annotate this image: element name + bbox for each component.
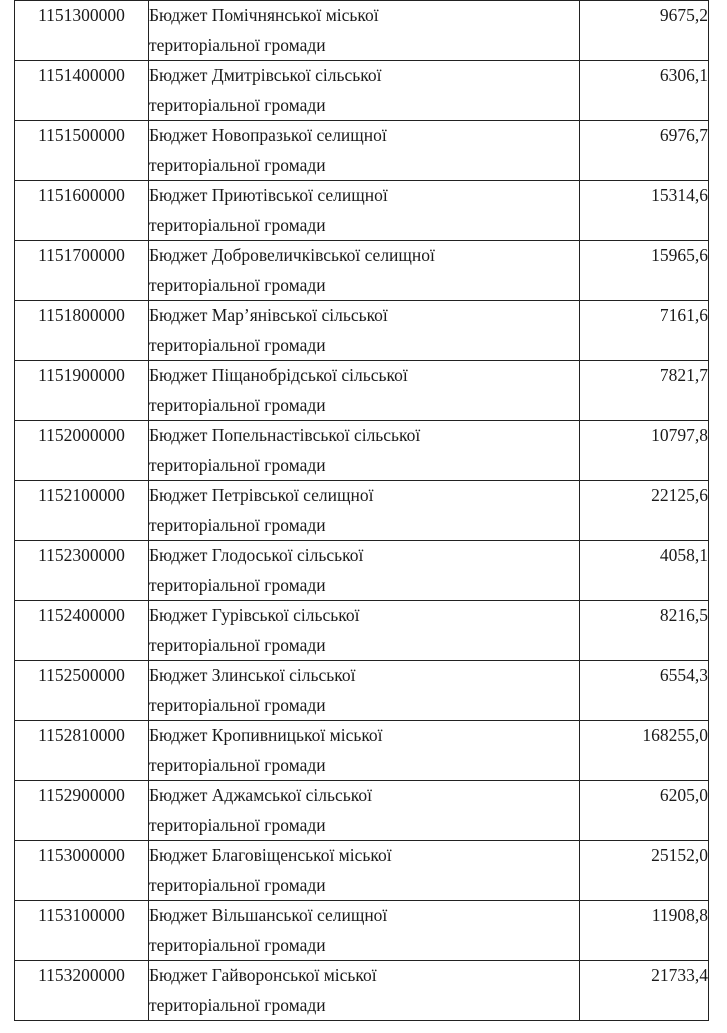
budget-code: 1151600000	[15, 181, 149, 241]
budget-name-line: територіальної громади	[149, 994, 326, 1015]
budget-code: 1151300000	[15, 1, 149, 61]
budget-code: 1151900000	[15, 361, 149, 421]
budget-name	[149, 301, 580, 361]
budget-name-line: територіальної громади	[149, 34, 326, 55]
budget-name	[149, 661, 580, 721]
budget-name-line: територіальної громади	[149, 94, 326, 115]
budget-name-line: Бюджет Кропивницької міської	[149, 725, 383, 745]
budget-code: 1151500000	[15, 121, 149, 181]
budget-name-line: територіальної громади	[149, 574, 326, 595]
table-row	[15, 721, 709, 781]
budget-name	[149, 721, 580, 781]
budget-name	[149, 1, 580, 61]
budget-amount: 15965,6	[580, 241, 709, 301]
budget-name	[149, 601, 580, 661]
budget-amount: 21733,4	[580, 961, 709, 1021]
budget-amount: 15314,6	[580, 181, 709, 241]
budget-amount: 25152,0	[580, 841, 709, 901]
budget-name	[149, 481, 580, 541]
budget-amount: 7161,6	[580, 301, 709, 361]
budget-name-line: територіальної громади	[149, 634, 326, 655]
budget-name-line: територіальної громади	[149, 454, 326, 475]
budget-amount: 11908,8	[580, 901, 709, 961]
table-row	[15, 121, 709, 181]
budget-name-line: територіальної громади	[149, 934, 326, 955]
budget-name-line: Бюджет Мар’янівської сільської	[149, 305, 388, 325]
budget-name-line: територіальної громади	[149, 874, 326, 895]
budget-amount: 168255,0	[580, 721, 709, 781]
table-row	[15, 661, 709, 721]
table-row	[15, 481, 709, 541]
budget-amount: 9675,2	[580, 1, 709, 61]
budget-name	[149, 61, 580, 121]
budget-amount: 6306,1	[580, 61, 709, 121]
budget-name-line: територіальної громади	[149, 334, 326, 355]
budget-name	[149, 421, 580, 481]
budget-code: 1152500000	[15, 661, 149, 721]
budget-name	[149, 361, 580, 421]
table-row	[15, 901, 709, 961]
budget-name-line: Бюджет Гурівської сільської	[149, 605, 360, 625]
budget-name-line: територіальної громади	[149, 514, 326, 535]
budget-name	[149, 121, 580, 181]
table-row	[15, 241, 709, 301]
budget-code: 1152100000	[15, 481, 149, 541]
budget-name-line: Бюджет Новопразької селищної	[149, 125, 387, 145]
budget-name	[149, 841, 580, 901]
budget-name-line: Бюджет Попельнастівської сільської	[149, 425, 421, 445]
table-row	[15, 601, 709, 661]
budget-amount: 8216,5	[580, 601, 709, 661]
budget-name-line: територіальної громади	[149, 394, 326, 415]
budget-name-line: територіальної громади	[149, 274, 326, 295]
budget-code: 1152300000	[15, 541, 149, 601]
budget-code: 1153100000	[15, 901, 149, 961]
budget-name-line: Бюджет Дмитрівської сільської	[149, 65, 382, 85]
budget-amount: 6554,3	[580, 661, 709, 721]
budget-amount: 4058,1	[580, 541, 709, 601]
budget-name-line: Бюджет Благовіщенської міської	[149, 845, 392, 865]
budget-name	[149, 541, 580, 601]
budget-code: 1151400000	[15, 61, 149, 121]
budget-amount: 22125,6	[580, 481, 709, 541]
budget-name-line: Бюджет Глодоської сільської	[149, 545, 364, 565]
budget-name-line: Бюджет Приютівської селищної	[149, 185, 388, 205]
budget-name-line: Бюджет Аджамської сільської	[149, 785, 372, 805]
table-row	[15, 61, 709, 121]
budget-code: 1151700000	[15, 241, 149, 301]
budget-name	[149, 781, 580, 841]
budget-code: 1152000000	[15, 421, 149, 481]
budget-amount: 6976,7	[580, 121, 709, 181]
budget-amount: 7821,7	[580, 361, 709, 421]
budget-name-line: Бюджет Помічнянської міської	[149, 5, 379, 25]
budget-name	[149, 241, 580, 301]
budget-name-line: Бюджет Вільшанської селищної	[149, 905, 388, 925]
budget-amount: 10797,8	[580, 421, 709, 481]
budget-table	[14, 0, 709, 1021]
table-row	[15, 181, 709, 241]
budget-name-line: Бюджет Добровеличківської селищної	[149, 245, 435, 265]
budget-name-line: територіальної громади	[149, 694, 326, 715]
budget-code: 1152900000	[15, 781, 149, 841]
table-row	[15, 961, 709, 1021]
budget-code: 1151800000	[15, 301, 149, 361]
budget-code: 1152400000	[15, 601, 149, 661]
budget-name	[149, 181, 580, 241]
budget-amount: 6205,0	[580, 781, 709, 841]
table-row	[15, 301, 709, 361]
budget-name-line: територіальної громади	[149, 814, 326, 835]
budget-name-line: Бюджет Петрівської селищної	[149, 485, 374, 505]
budget-name-line: територіальної громади	[149, 154, 326, 175]
table-row	[15, 541, 709, 601]
table-row	[15, 361, 709, 421]
budget-name-line: територіальної громади	[149, 754, 326, 775]
budget-name-line: Бюджет Злинської сільської	[149, 665, 356, 685]
table-row	[15, 421, 709, 481]
table-row	[15, 781, 709, 841]
budget-code: 1152810000	[15, 721, 149, 781]
budget-name-line: Бюджет Піщанобрідської сільської	[149, 365, 408, 385]
budget-code: 1153200000	[15, 961, 149, 1021]
table-row	[15, 1, 709, 61]
table-row	[15, 841, 709, 901]
budget-code: 1153000000	[15, 841, 149, 901]
budget-name-line: Бюджет Гайворонської міської	[149, 965, 377, 985]
budget-name	[149, 961, 580, 1021]
budget-name-line: територіальної громади	[149, 214, 326, 235]
budget-name	[149, 901, 580, 961]
